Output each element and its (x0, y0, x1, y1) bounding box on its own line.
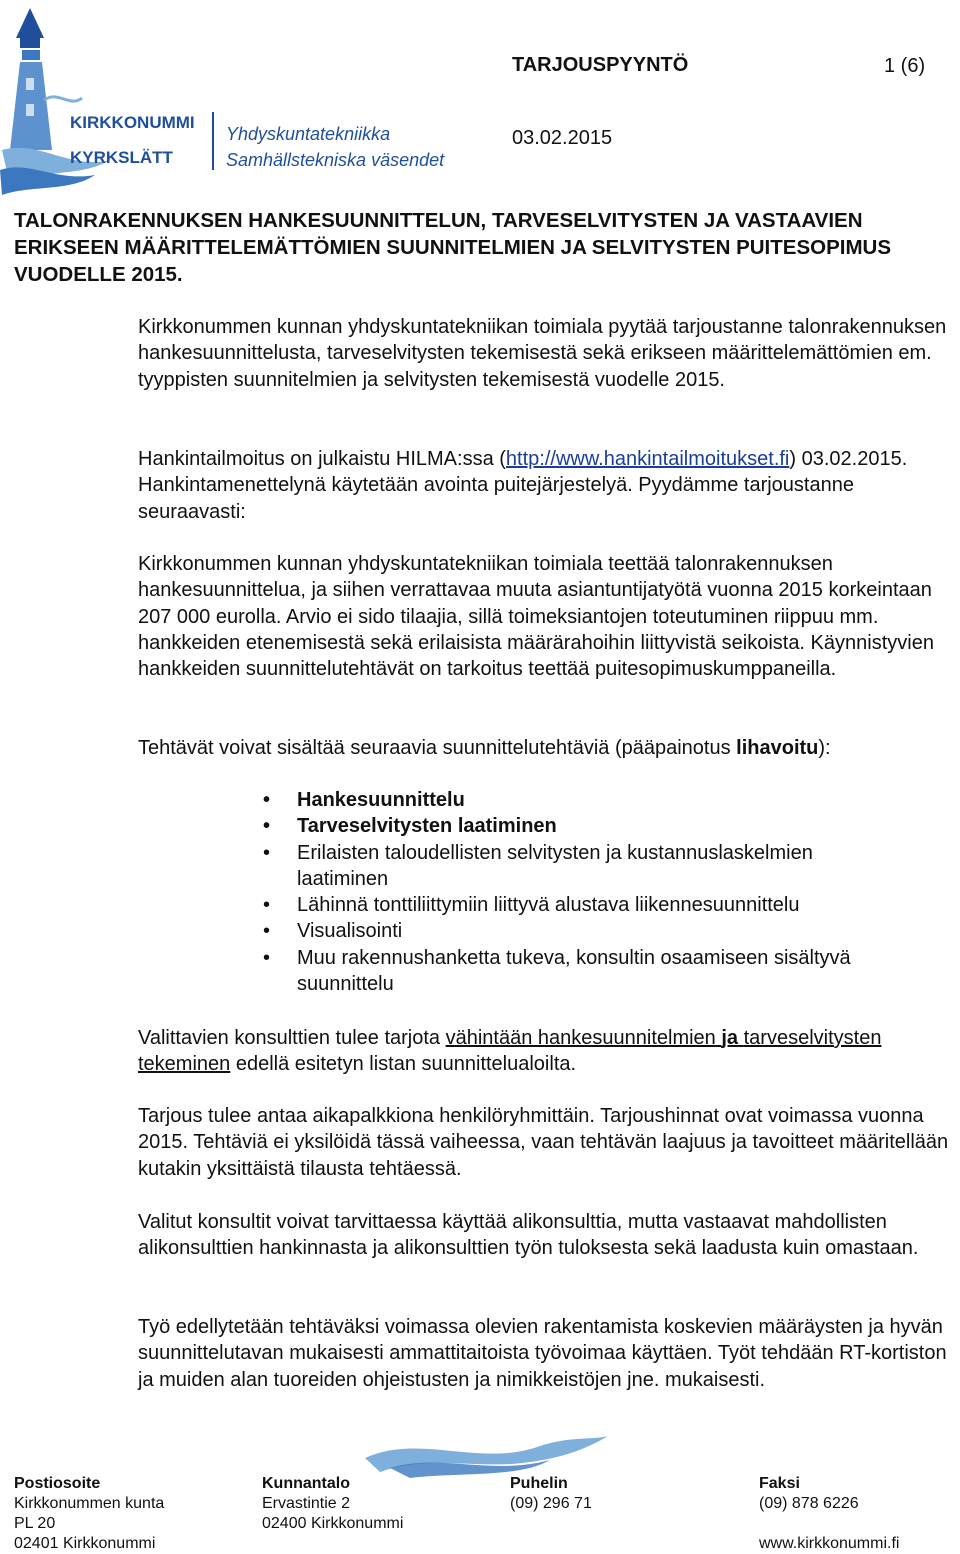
list-item: • Erilaisten taloudellisten selvitysten ja kustannuslaskelmien laatiminen (138, 840, 956, 893)
tasks-intro-end: ): (818, 737, 831, 759)
footer-spacer (759, 1514, 899, 1534)
page-number: 1 (6) (884, 55, 926, 77)
footer-line: Kirkkonummen kunta (14, 1495, 165, 1512)
footer-heading: Kunnantalo (262, 1475, 350, 1492)
footer-line: PL 20 (14, 1515, 56, 1532)
footer-line: Ervastintie 2 (262, 1495, 351, 1512)
paragraph-text: Työ edellytetään tehtäväksi voimassa olevien rakentamista koskevien määräysten ja hyvän suunnittelutavan mukaisesti ammattitaitoista työvoimaa käyttäen. Työt tehdään RT-kortiston ja muiden alan tuoreiden ohjeistusten ja nimikkeistöjen jne. mukaisesti. (138, 1316, 947, 1391)
announcement-text-cont: ) 03.02.2015. Hankintamenettelynä käytetään avointa puitejärjestelyä. Pyydämme tarjoustanne seuraavasti: (138, 448, 908, 523)
logo-name-sv: KYRKSLÄTT (70, 148, 173, 167)
document-type: TARJOUSPYYNTÖ (512, 54, 689, 76)
logo-unit-fi: Yhdyskuntatekniikka (226, 124, 391, 144)
paragraph-standards (138, 1314, 956, 1393)
req-text-end: edellä esitetyn listan suunnittelualoilta. (230, 1053, 577, 1076)
list-item: • Tarveselvitysten laatiminen (138, 813, 956, 839)
footer-line: 02401 Kirkkonummi (14, 1535, 156, 1552)
footer-heading: Postiosoite (14, 1475, 101, 1492)
footer-heading: Puhelin (510, 1475, 568, 1492)
paragraph-pricing (138, 1103, 956, 1182)
paragraph-announcement (138, 446, 956, 525)
footer-line: (09) 296 71 (510, 1495, 592, 1512)
req-underlined-1: vähintään hankesuunnitelmien (445, 1027, 716, 1049)
req-underlined-2: tarveselvitysten tekeminen (138, 1027, 882, 1076)
list-item: • Muu rakennushanketta tukeva, konsultin osaamiseen sisältyvä suunnittelu (138, 945, 956, 998)
footer-line: 02400 Kirkkonummi (262, 1515, 404, 1532)
paragraph-text: Tarjous tulee antaa aikapalkkiona henkilöryhmittäin. Tarjoushinnat ovat voimassa vuonna 2015. Tehtäviä ei yksilöidä tässä vaiheessa, vaan tehtävän laajuus ja tavoitteet määritellään kutakin yksittäistä tilausta tehtäessä. (138, 1105, 949, 1180)
footer-town-hall (262, 1474, 403, 1534)
paragraph-text: Kirkkonummen kunnan yhdyskuntatekniikan toimiala teettää talonrakennuksen hankesuunnittelua, ja siihen verrattavaa muuta asiantuntijatyötä vuonna 2015 korkeintaan 207 000 eurolla. Arvio ei sido tilaajia, sillä toimeksiantojen toteutuminen riippuu mm. hankkeiden etenemisestä sekä erilaisista määrärahoihin liittyvistä seikoista. Käynnistyvien hankkeiden suunnittelutehtävät on tarkoitus teettää puitesopimuskumppaneilla. (138, 553, 934, 681)
announcement-text: Hankintailmoitus on julkaistu HILMA:ssa ( (138, 448, 506, 470)
task-list (138, 787, 956, 997)
paragraph-scope (138, 551, 956, 682)
hilma-link[interactable]: http://www.hankintailmoitukset.fi (505, 448, 790, 470)
footer-website[interactable]: www.kirkkonummi.fi (759, 1535, 900, 1552)
tasks-bold-word: lihavoitu (736, 737, 819, 759)
logo-unit-sv: Samhällstekniska väsendet (226, 150, 445, 170)
paragraph-text: Kirkkonummen kunnan yhdyskuntatekniikan toimiala pyytää tarjoustanne talonrakennuksen hankesuunnittelusta, tarveselvitysten tekemisestä sekä erikseen määrittelemättömien em. tyyppisten suunnitelmien ja selvitysten tekemisestä vuodelle 2015. (138, 316, 947, 391)
paragraph-tasks (138, 735, 956, 761)
paragraph-text: Valitut konsultit voivat tarvittaessa käyttää alikonsulttia, mutta vastaavat mahdollisten alikonsulttien hankinnasta ja alikonsulttien työn tuloksesta sekä laadusta kuin omastaan. (138, 1211, 919, 1260)
paragraph-requirements (138, 1025, 956, 1078)
paragraph-subconsultants (138, 1209, 956, 1262)
document-title: TALONRAKENNUKSEN HANKESUUNNITTELUN, TARVESELVITYSTEN JA VASTAAVIEN ERIKSEEN MÄÄRITTELEMÄTTÖMIEN SUUNNITELMIEN JA SELVITYSTEN PUITESOPIMUS VUODELLE 2015. (14, 209, 891, 286)
req-bold-ja: ja (721, 1027, 739, 1049)
footer-heading: Faksi (759, 1475, 800, 1492)
municipality-logo (0, 0, 450, 195)
logo-name-fi: KIRKKONUMMI (70, 113, 195, 132)
list-item: • Visualisointi (138, 918, 956, 944)
list-item: • Lähinnä tonttiliittymiin liittyvä alustava liikennesuunnittelu (138, 892, 956, 918)
req-text: Valittavien konsulttien tulee tarjota (138, 1027, 446, 1049)
paragraph-intro (138, 314, 956, 393)
footer-postal-address (14, 1474, 164, 1554)
footer-fax (759, 1474, 899, 1554)
footer-line: (09) 878 6226 (759, 1495, 859, 1512)
tasks-intro: Tehtävät voivat sisältää seuraavia suunnittelutehtäviä (pääpainotus (138, 737, 737, 759)
document-date: 03.02.2015 (512, 127, 613, 149)
list-item: • Hankesuunnittelu (138, 787, 956, 813)
wave-decoration-icon (360, 1428, 610, 1480)
footer-phone (510, 1474, 592, 1514)
